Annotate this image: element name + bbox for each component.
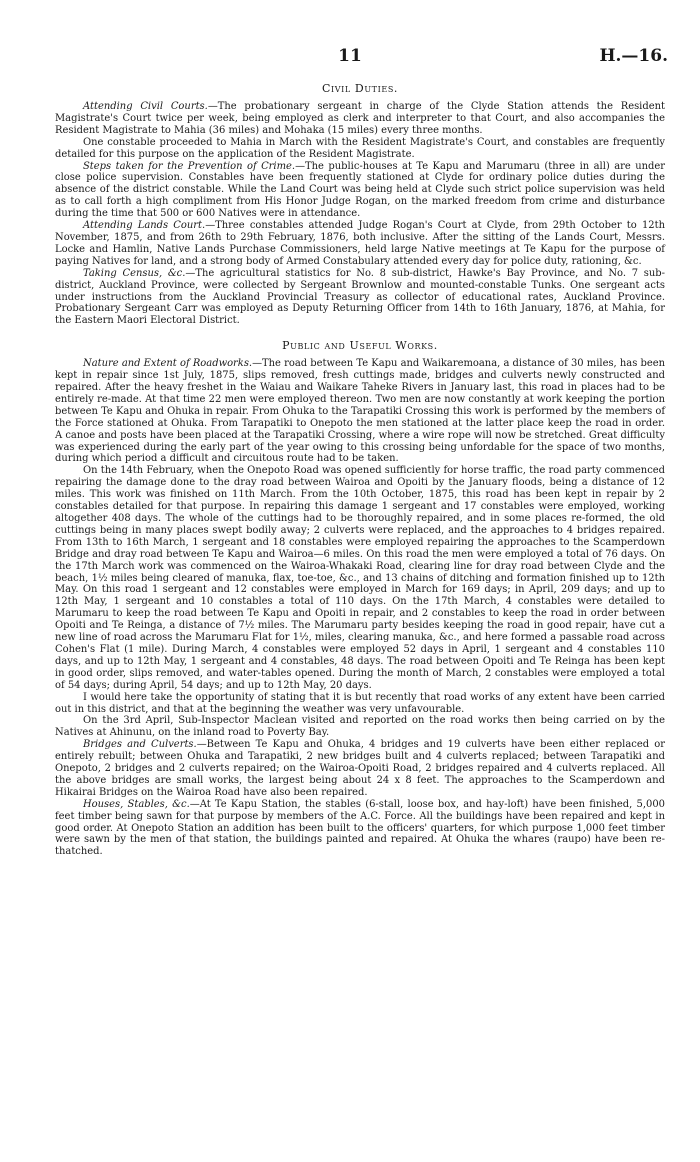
paragraph-text: —The probationary sergeant in charge of the Clyde Station attends the Resident Magistrate's Court twice per week, being employed as clerk and interpreter to that Court, and also accompanies the Resident Magistrate to Mahia (36 miles) and Mohaka (15 miles) every three months. — [55, 101, 665, 136]
paragraph-text: —The public-houses at Te Kapu and Marumaru (three in all) are under close police supervision. Constables have been frequently stationed at Clyde for ordinary police duties during the absence of the district constable. While the Land Court was being held at Clyde such strict police supervision was held as to call forth a high compliment from His Honor Judge Rogan, on the marked freedom from crime and disturbance during the time that 500 or 600 Natives were in attendance. — [55, 160, 665, 220]
paragraph — [55, 137, 665, 161]
paragraph — [55, 465, 665, 691]
paragraph-text: —At Te Kapu Station, the stables (6-stall, loose box, and hay-loft) have been finished, 5,000 feet timber being sawn for that purpose by members of the A.C. Force. All the buildings have been repaired and kept in good order. At Onepoto Station an addition has been built to the officers' quarters, for which purpose 1,000 feet timber were sawn by the men of that station, the buildings painted and repaired. At Ohuka the whares (raupo) have been re-thatched. — [55, 798, 666, 858]
paragraph-heading: Houses, Stables, &c. — [83, 798, 190, 810]
paragraph-text: —Between Te Kapu and Ohuka, 4 bridges and 19 culverts have been either replaced or entirely rebuilt; between Ohuka and Tarapatiki, 2 new bridges built and 4 culverts replaced; between Tarapatiki and Onepoto, 2 bridges and 2 culverts repaired; on the Wairoa-Opoiti Road, 2 bridges repaired and 4 culverts replaced. All the above bridges are small works, the largest being about 24 x 8 feet. The approaches to the Scamperdown and Hikairai Bridges on the Wairoa Road have also been repaired. — [55, 739, 665, 798]
paragraph-heading: Taking Census, &c. — [83, 267, 186, 279]
paragraph-heading: Steps taken for the Prevention of Crime. — [83, 160, 296, 172]
paragraph-text: I would here take the opportunity of stating that it is but recently that road works of any extent have been carried out in this district, and that at the beginning the weather was very unfavourable. — [55, 691, 665, 715]
paragraph — [55, 692, 665, 716]
paragraph-heading: Attending Civil Courts. — [83, 101, 208, 112]
paragraph-text: On the 14th February, when the Onepoto Road was opened sufficiently for horse traffic, the road party commenced repairing the damage done to the dray road between Wairoa and Opoiti by the January floods, being a distance of 12 miles. This work was finished on 11th March. From the 10th October, 1875, this road has been kept in repair by 2 constables detailed for that purpose. In repairing this damage 1 sergeant and 17 constables were employed, working altogether 408 days. The whole of the cuttings had to be thoroughly repaired, and in some places re-formed, the old cuttings being in many places swept bodily away; 2 culverts were replaced, and the approaches to 4 bridges repaired. From 13th to 16th March, 1 sergeant and 18 constables were employed repairing the approaches to the Scamperdown Bridge and dray road between Te Kapu and Wairoa—6 miles. On this road the men were employed a total of 76 days. On the 17th March work was commenced on the Wairoa-Whakaki Road, clearing line for dray road between Clyde and the beach, 1½ miles being cleared of manuka, flax, toe-toe, &c., and 13 chains of ditching and formation finished up to 12th May. On this road 1 sergeant and 12 constables were employed in March for 169 days; in April, 209 days; and up to 12th May, 1 sergeant and 10 constables a total of 110 days. On the 17th March, 4 constables were detailed to Marumaru to keep the road between Te Kapu and Opoiti in repair, and 2 constables to keep the road in order between Opoiti and Te Reinga, a distance of 7½ miles. The Marumaru party besides keeping the road in good repair, have cut a new line of road across the Marumaru Flat for 1½, miles, clearing manuka, &c., and here formed a passable road across Cohen's Flat (1 mile). During March, 4 constables were employed 52 days in April, 1 sergeant and 4 constables 110 days, and up to 12th May, 1 sergeant and 4 constables, 48 days. The road between Opoiti and Te Reinga has been kept in good order, slips removed, and water-tables opened. During the month of March, 2 constables were employed a total of 54 days; during April, 54 days; and up to 12th May, 20 days. — [55, 465, 665, 691]
document-body — [55, 82, 665, 858]
paragraph-heading: Bridges and Culverts. — [83, 739, 197, 751]
document-reference: H.—16. — [599, 46, 668, 66]
paragraph-text: —Three constables attended Judge Rogan's Court at Clyde, from 29th October to 12th November, 1875, and from 26th to 29th February, 1876, both inclusive. After the sitting of the Lands Court, Messrs. Locke and Hamlin, Native Lands Purchase Commissioners, held large Native meetings at Te Kapu for the purpose of paying Natives for land, and a strong body of Armed Constabulary attended every day for police duty, rationing, &c. — [55, 220, 665, 267]
paragraph-text: One constable proceeded to Mahia in March with the Resident Magistrate's Court, and constables are frequently detailed for this purpose on the application of the Resident Magistrate. — [55, 136, 665, 160]
paragraph — [55, 358, 665, 465]
paragraph-text: —The agricultural statistics for No. 8 sub-district, Hawke's Bay Province, and No. 7 sub-district, Auckland Province, were collected by Sergeant Brownlow and mounted-constable Tunks. One sergeant acts under instructions from the Auckland Provincial Treasury as collector of educational rates, Auckland Province. Probationary Sergeant Carr was employed as Deputy Returning Officer from 14th to 16th January, 1876, at Mahia, for the Eastern Maori Electoral District. — [55, 267, 665, 327]
paragraph — [55, 220, 665, 268]
paragraph-heading: Attending Lands Court. — [83, 220, 206, 232]
paragraph — [55, 739, 665, 799]
paragraph — [55, 715, 665, 739]
paragraph — [55, 268, 665, 328]
section-title-public-works: Public and Useful Works. — [282, 339, 438, 353]
page-number: 11 — [338, 46, 362, 66]
paragraph — [55, 161, 665, 221]
paragraph-text: On the 3rd April, Sub-Inspector Maclean visited and reported on the road works then being carried on by the Natives at Ahinunu, on the inland road to Poverty Bay. — [55, 715, 665, 739]
paragraph-heading: Nature and Extent of Roadworks. — [83, 358, 253, 370]
paragraph — [55, 101, 665, 137]
section-title-civil-duties: Civil Duties. — [322, 82, 398, 95]
paragraph — [55, 799, 665, 859]
paragraph-text: —The road between Te Kapu and Waikaremoana, a distance of 30 miles, has been kept in repair since 1st July, 1875, slips removed, fresh cuttings made, bridges and culverts newly constructed and repaired. After the heavy freshet in the Waiau and Waikare Taheke Rivers in January last, this road in places had to be entirely re-made. At that time 22 men were employed thereon. Two men are now constantly at work keeping the portion between Te Kapu and Ohuka in repair. From Ohuka to the Tarapatiki Crossing this work is performed by the members of the Force stationed at Ohuka. From Tarapatiki to Onepoto the men stationed at the latter place keep the road in order. A canoe and posts have been placed at the Tarapatiki Crossing, where a wire rope will now be stretched. Great difficulty was experienced during the early part of the year owing to this crossing being unfordable for the space of two months, during which period a difficult and circuitous route had to be taken. — [55, 358, 665, 465]
